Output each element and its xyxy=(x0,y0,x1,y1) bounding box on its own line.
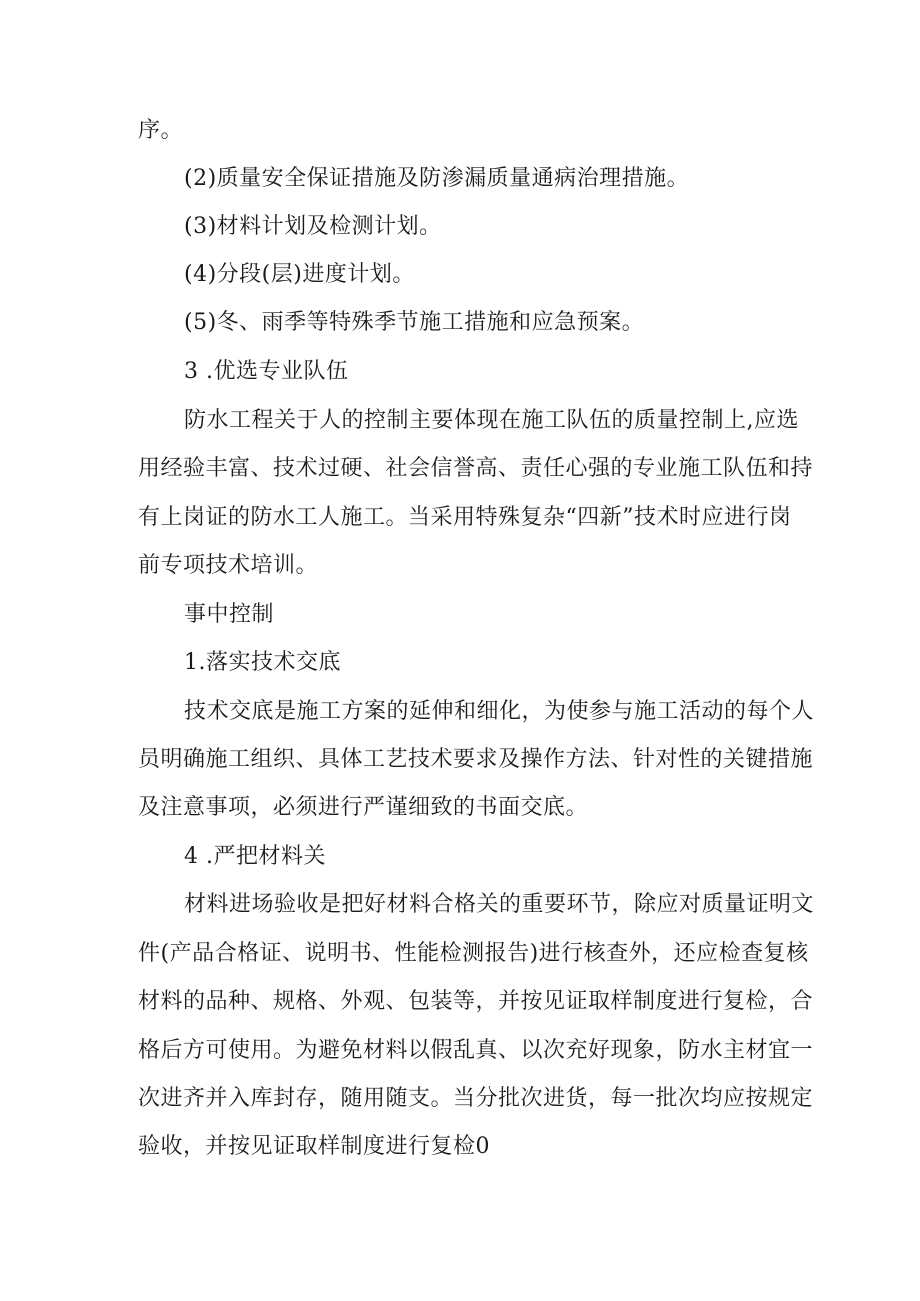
paragraph-line-6: 员明确施工组织、具体工艺技术要求及操作方法、针对性的关键措施 xyxy=(138,747,814,772)
paragraph-line-11: 格后方可使用。为避免材料以假乱真、以次充好现象，防水主材宜一 xyxy=(138,1038,814,1063)
text-line-4: (4)分段(层)进度计划。 xyxy=(184,262,415,287)
paragraph-line-12: 次进齐并入库封存，随用随支。当分批次进货，每一批次均应按规定 xyxy=(138,1086,814,1111)
paragraph-line-10: 材料的品种、规格、外观、包装等，并按见证取样制度进行复检，合 xyxy=(138,989,814,1014)
section-heading-control: 事中控制 xyxy=(184,602,275,627)
text-line-3: (3)材料计划及检测计划。 xyxy=(184,214,442,239)
section-heading-1: 1.落实技术交底 xyxy=(184,650,341,675)
text-line-1: 序。 xyxy=(138,118,184,143)
paragraph-line-7: 及注意事项，必须进行严谨细致的书面交底。 xyxy=(138,795,589,820)
section-heading-3: 3 .优选专业队伍 xyxy=(184,359,349,384)
paragraph-line-5: 技术交底是施工方案的延伸和细化，为使参与施工活动的每个人 xyxy=(184,699,815,724)
paragraph-line-4: 前专项技术培训。 xyxy=(138,553,319,578)
paragraph-line-1: 防水工程关于人的控制主要体现在施工队伍的质量控制上,应选 xyxy=(184,408,799,433)
paragraph-line-8: 材料进场验收是把好材料合格关的重要环节，除应对质量证明文 xyxy=(184,892,815,917)
paragraph-line-2: 用经验丰富、技术过硬、社会信誉高、责任心强的专业施工队伍和持 xyxy=(138,456,814,481)
text-line-2: (2)质量安全保证措施及防渗漏质量通病治理措施。 xyxy=(184,166,690,191)
text-line-5: (5)冬、雨季等特殊季节施工措施和应急预案。 xyxy=(184,310,645,335)
paragraph-line-13: 验收，并按见证取样制度进行复检0 xyxy=(138,1134,490,1159)
paragraph-line-9: 件(产品合格证、说明书、性能检测报告)进行核查外，还应检查复核 xyxy=(138,941,809,966)
paragraph-line-3: 有上岗证的防水工人施工。当采用特殊复杂“四新”技术时应进行岗 xyxy=(138,505,792,530)
section-heading-4: 4 .严把材料关 xyxy=(184,844,326,869)
